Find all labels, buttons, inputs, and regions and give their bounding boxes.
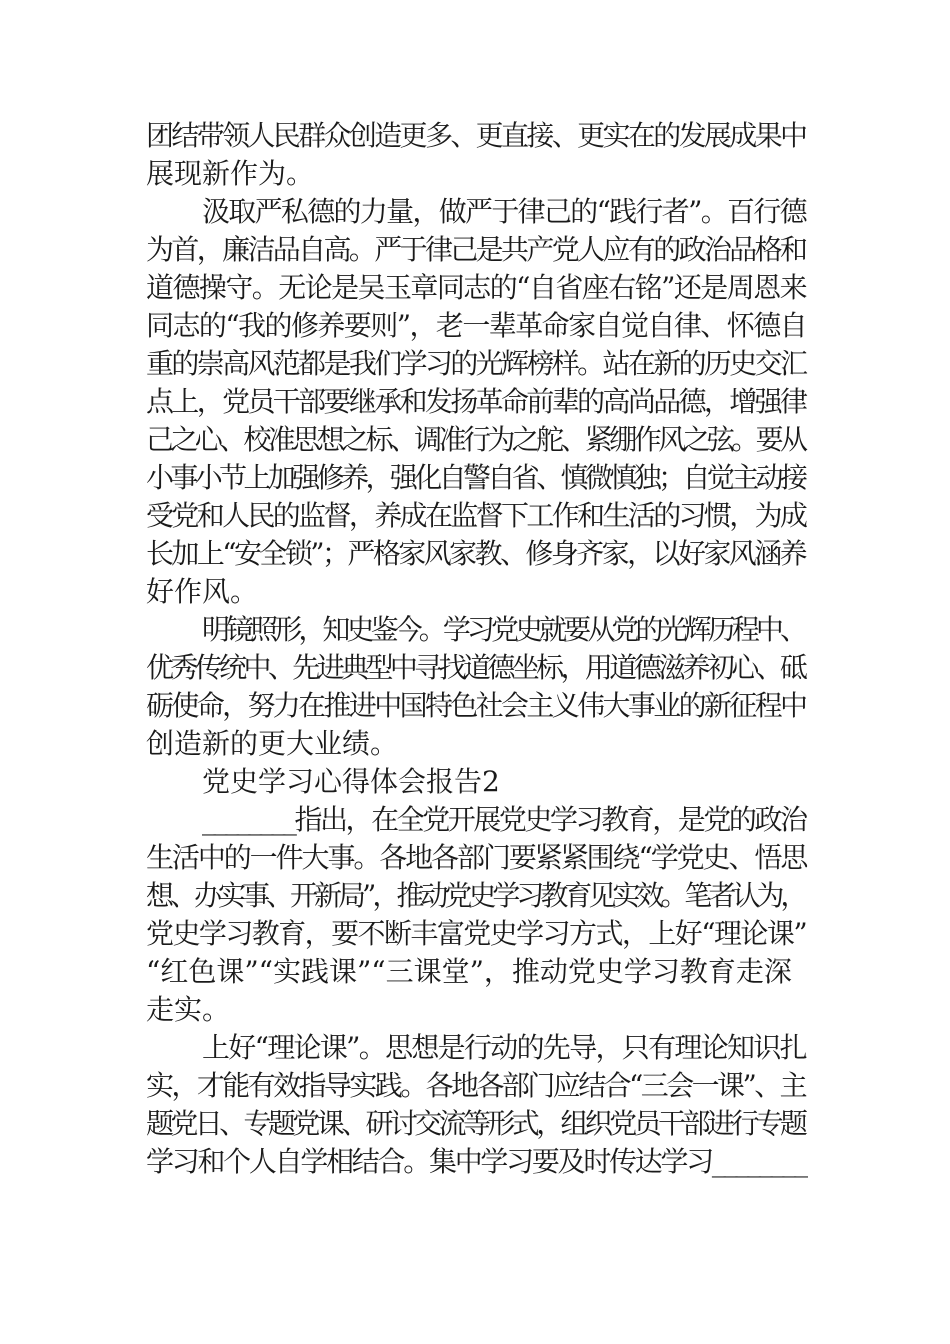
paragraph <box>146 763 808 801</box>
paragraph-line: 砺使命，努力在推进中国特色社会主义伟大事业的新征程中 <box>146 689 806 722</box>
paragraph-first-line: ________指出，在全党开展党史学习教育，是党的政治 <box>202 803 806 836</box>
document-body <box>146 117 808 1181</box>
paragraph-line: 小事小节上加强修养，强化自警自省、慎微慎独；自觉主动接 <box>146 461 805 494</box>
paragraph-line: 长加上“安全锁”；严格家风家教、修身齐家，以好家风涵养 <box>146 537 806 570</box>
paragraph-first-line: 明镜照形，知史鉴今。学习党史就要从党的光辉历程中、 <box>202 613 805 646</box>
paragraph-line: 学习和个人自学相结合。集中学习要及时传达学习________ <box>146 1145 806 1178</box>
paragraph-line: 点上，党员干部要继承和发扬革命前辈的高尚品德，增强律 <box>146 385 806 418</box>
paragraph-line: 为首，廉洁品自高。严于律己是共产党人应有的政治品格和 <box>146 233 806 266</box>
paragraph-first-line: 团结带领人民群众创造更多、更直接、更实在的发展成果中 <box>146 119 806 152</box>
paragraph-line: 重的崇高风范都是我们学习的光辉榜样。站在新的历史交汇 <box>146 347 806 380</box>
paragraph <box>146 801 808 1029</box>
paragraph-line: 受党和人民的监督，养成在监督下工作和生活的习惯，为成 <box>146 499 806 532</box>
paragraph-line: 题党日、专题党课、研讨交流等形式，组织党员干部进行专题 <box>146 1107 805 1140</box>
paragraph-line: “红色课”“实践课”“三课堂”，推动党史学习教育走深 <box>146 955 792 988</box>
paragraph-line: 同志的“我的修养要则”，老一辈革命家自觉自律、怀德自 <box>146 309 807 342</box>
paragraph-first-line: 上好“理论课”。思想是行动的先导，只有理论知识扎 <box>202 1031 806 1064</box>
paragraph <box>146 611 808 763</box>
paragraph <box>146 193 808 611</box>
paragraph-first-line: 党史学习心得体会报告2 <box>202 765 500 798</box>
paragraph-line: 党史学习教育，要不断丰富党史学习方式，上好“理论课” <box>146 917 807 950</box>
paragraph-line: 实，才能有效指导实践。各地各部门应结合“三会一课”、主 <box>146 1069 806 1102</box>
paragraph-line: 道德操守。无论是吴玉章同志的“自省座右铭”还是周恩来 <box>146 271 807 304</box>
paragraph-line: 走实。 <box>146 993 231 1026</box>
paragraph-line: 己之心、校准思想之标、调准行为之舵、紧绷作风之弦。要从 <box>146 423 805 456</box>
paragraph <box>146 117 808 193</box>
paragraph <box>146 1029 808 1181</box>
paragraph-line: 创造新的更大业绩。 <box>146 727 399 760</box>
paragraph-line: 展现新作为。 <box>146 157 315 190</box>
paragraph-line: 好作风。 <box>146 575 259 608</box>
paragraph-line: 想、办实事、开新局”，推动党史学习教育见实效。笔者认为， <box>146 879 805 912</box>
paragraph-line: 生活中的一件大事。各地各部门要紧紧围绕“学党史、悟思 <box>146 841 807 874</box>
paragraph-first-line: 汲取严私德的力量，做严于律己的“践行者”。百行德 <box>202 195 806 228</box>
paragraph-line: 优秀传统中、先进典型中寻找道德坐标，用道德滋养初心、砥 <box>146 651 805 684</box>
